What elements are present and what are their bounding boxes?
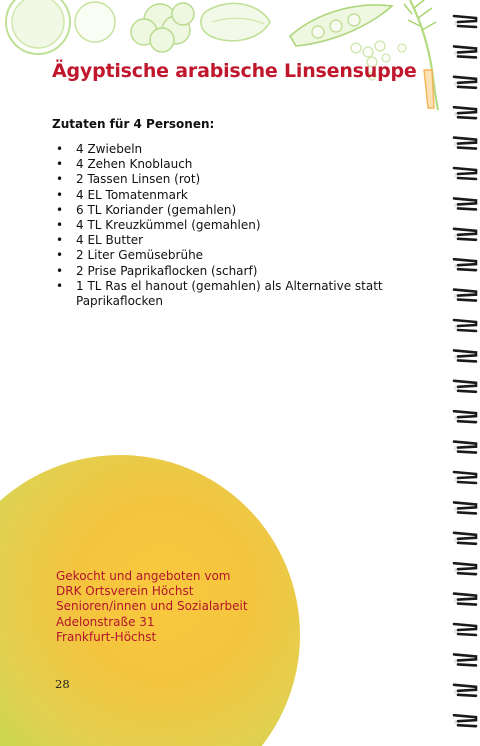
- ingredient-item: • 6 TL Koriander (gemahlen): [52, 203, 402, 218]
- ingredient-item: • 2 Prise Paprikaflocken (scharf): [52, 264, 402, 279]
- binding-ring: [454, 259, 476, 270]
- binding-ring: [454, 168, 476, 179]
- page-number: 28: [55, 677, 70, 691]
- binding-ring: [454, 442, 476, 453]
- binding-ring: [454, 320, 476, 331]
- servings-heading: Zutaten für 4 Personen:: [52, 117, 215, 131]
- ingredient-item: • 4 TL Kreuzkümmel (gemahlen): [52, 218, 402, 233]
- credit-line: Frankfurt-Höchst: [56, 629, 157, 644]
- ingredient-item: • 4 Zehen Knoblauch: [52, 157, 402, 172]
- binding-ring: [454, 715, 476, 726]
- credit-line: Adelonstraße 31: [56, 614, 155, 629]
- ingredient-list: [52, 142, 402, 309]
- vegetable-illustration: [0, 0, 440, 110]
- binding-ring: [454, 290, 476, 301]
- binding-ring: [454, 533, 476, 544]
- binding-ring: [454, 411, 476, 422]
- binding-ring: [454, 77, 476, 88]
- credit-line: DRK Ortsverein Höchst: [56, 584, 194, 599]
- binding-ring: [454, 350, 476, 361]
- recipe-title: Ägyptische arabische Linsensuppe: [52, 60, 417, 82]
- binding-ring: [454, 563, 476, 574]
- binding-ring: [454, 138, 476, 149]
- credit-block: [56, 569, 248, 645]
- binding-ring: [454, 502, 476, 513]
- binding-ring: [454, 685, 476, 696]
- ingredient-item: • 2 Liter Gemüsebrühe: [52, 248, 402, 263]
- binding-ring: [454, 472, 476, 483]
- credit-line: Senioren/innen und Sozialarbeit: [56, 599, 248, 614]
- binding-ring: [454, 594, 476, 605]
- ingredient-item: • 4 EL Butter: [52, 233, 402, 248]
- binding-ring: [454, 16, 476, 27]
- ingredient-item: • 4 EL Tomatenmark: [52, 188, 402, 203]
- binding-ring: [454, 46, 476, 57]
- ingredient-item: • 2 Tassen Linsen (rot): [52, 172, 402, 187]
- binding-ring: [454, 107, 476, 118]
- spiral-binding: [452, 0, 480, 746]
- binding-ring: [454, 198, 476, 209]
- ingredient-item: • 1 TL Ras el hanout (gemahlen) als Alternative statt Paprikaflocken: [52, 279, 402, 309]
- ingredient-item: • 4 Zwiebeln: [52, 142, 402, 157]
- binding-ring: [454, 229, 476, 240]
- binding-ring: [454, 624, 476, 635]
- credit-line: Gekocht und angeboten vom: [56, 569, 231, 583]
- binding-ring: [454, 381, 476, 392]
- binding-ring: [454, 654, 476, 665]
